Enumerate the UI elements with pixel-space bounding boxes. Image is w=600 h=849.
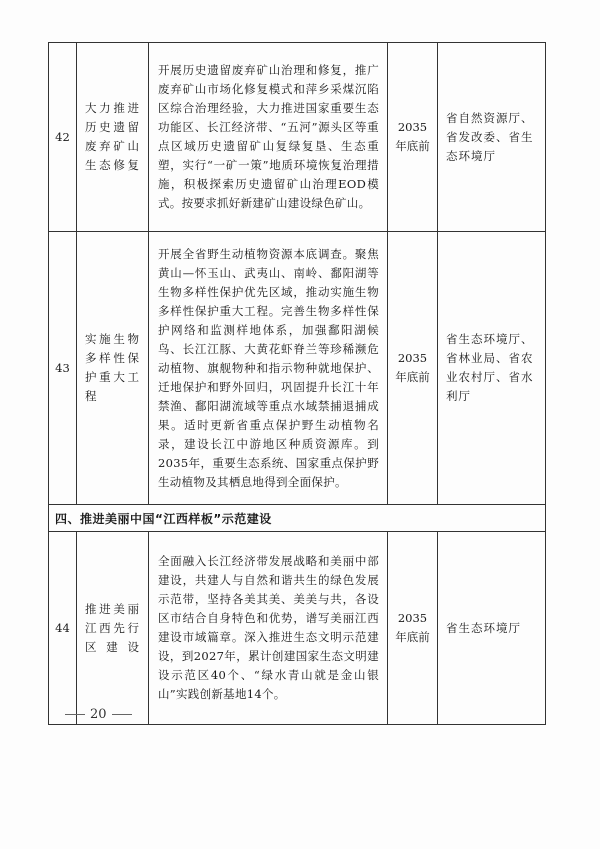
- task-table: [48, 42, 546, 725]
- section-heading: 四、推进美丽中国“江西样板”示范建设: [49, 505, 546, 532]
- responsible-department: 省生态环境厅: [438, 532, 546, 725]
- deadline-suffix: 年底前: [395, 370, 430, 384]
- task-deadline: [388, 532, 438, 725]
- table-row: [49, 532, 546, 725]
- responsible-department: 省自然资源厅、省发改委、省生态环境厅: [438, 43, 546, 232]
- task-content: 全面融入长江经济带发展战略和美丽中部建设，共建人与自然和谐共生的绿色发展示范带，坚持各美其美、美美与共，各设区市结合自身特色和优势，谱写美丽江西建设市域篇章。深入推进生态文明示范建设，到2027年，累计创建国家生态文明建设示范区40个、“绿水青山就是金山银山”实践创新基地14个。: [149, 532, 388, 725]
- responsible-department: 省生态环境厅、省林业局、省农业农村厅、省水利厅: [438, 232, 546, 505]
- deadline-suffix: 年底前: [395, 139, 430, 153]
- row-number: 43: [49, 232, 77, 505]
- task-name: 实施生物多样性保护重大工程: [77, 232, 149, 505]
- table-row: [49, 232, 546, 505]
- task-content: 开展全省野生动植物资源本底调查。聚焦黄山—怀玉山、武夷山、南岭、鄱阳湖等生物多样性保护优先区域，推动实施生物多样性保护重大工程。完善生物多样性保护网络和监测样地体系，加强鄱阳湖候鸟、长江江豚、大黄花虾脊兰等珍稀濒危动植物、旗舰物种和指示物种就地保护、迁地保护和野外回归，巩固提升长江十年禁渔、鄱阳湖流域等重点水域禁捕退捕成果。适时更新省重点保护野生动植物名录，建设长江中游地区种质资源库。到2035年，重要生态系统、国家重点保护野生动植物及其栖息地得到全面保护。: [149, 232, 388, 505]
- task-deadline: [388, 232, 438, 505]
- row-number: 44: [49, 532, 77, 725]
- row-number: 42: [49, 43, 77, 232]
- section-heading-row: [49, 505, 546, 532]
- task-name: 大力推进历史遗留废弃矿山生态修复: [77, 43, 149, 232]
- task-content: 开展历史遗留废弃矿山治理和修复，推广废弃矿山市场化修复模式和萍乡采煤沉陷区综合治理经验，大力推进国家重要生态功能区、长江经济带、“五河”源头区等重点区域历史遗留矿山复绿复垦、生态重塑，实行“一矿一策”地质环境恢复治理措施，积极探索历史遗留矿山治理EOD模式。按要求抓好新建矿山建设绿色矿山。: [149, 43, 388, 232]
- task-deadline: [388, 43, 438, 232]
- deadline-suffix: 年底前: [395, 630, 430, 644]
- page-number-text: 20: [90, 707, 107, 722]
- table-row: [49, 43, 546, 232]
- task-name: 推进美丽江西先行区建设: [77, 532, 149, 725]
- deadline-year: 2035: [397, 351, 428, 365]
- dash-left: [65, 714, 85, 715]
- deadline-year: 2035: [397, 120, 428, 134]
- dash-right: [112, 714, 132, 715]
- page-number: [60, 707, 137, 722]
- deadline-year: 2035: [397, 611, 428, 625]
